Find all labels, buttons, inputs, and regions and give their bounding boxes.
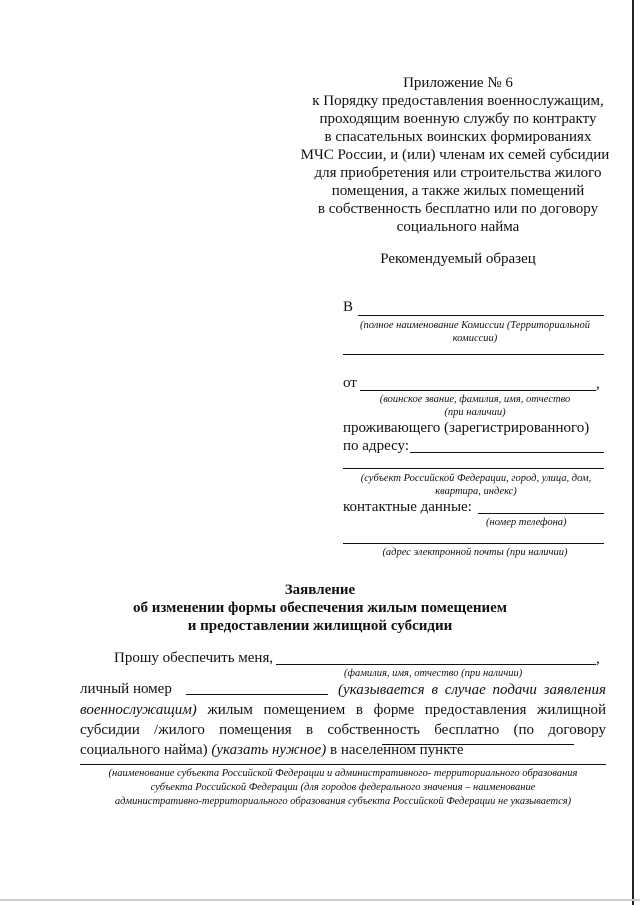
footnote-line: административно-территориального образования субъекта Российской Федерации не указывается) [114, 796, 572, 807]
email-field[interactable] [343, 543, 604, 544]
choose-note: (указать нужное) [211, 742, 327, 758]
header-line: социального найма [396, 219, 520, 235]
commission-name-field[interactable] [358, 315, 604, 316]
subject-name-field[interactable] [80, 764, 606, 765]
applicant-name-field[interactable] [360, 390, 596, 391]
header-line: проходящим военную службу по контракту [319, 111, 597, 127]
residing-label: проживающего (зарегистрированного) [343, 420, 590, 436]
statement-paragraph [80, 680, 606, 760]
personal-number-label: личный номер [80, 681, 172, 697]
page-edge-right [632, 0, 634, 905]
header-line: для приобретения или строительства жилого [314, 165, 602, 181]
phone-hint: (номер телефона) [486, 517, 567, 528]
commission-name-field-2[interactable] [343, 354, 604, 355]
address-hint: (субъект Российской Федерации, город, улица, дом, [360, 473, 592, 484]
settlement-label: в населенном пункте [329, 742, 464, 758]
address-label: по адресу: [343, 438, 410, 454]
from-prefix: от [343, 375, 357, 391]
to-prefix: В [343, 299, 354, 315]
address-field-2[interactable] [343, 468, 604, 469]
title-line: и предоставлении жилищной субсидии [187, 618, 453, 634]
fullname-hint: (фамилия, имя, отчество (при наличии) [344, 668, 523, 679]
statement-text: жилым помещением в форме предоставления жилищной субсидии /жилого помещения в собственность бесплатно (по договору социального найма) [80, 702, 607, 758]
footnote-line: (наименование субъекта Российской Федерации и административного- территориального образования [108, 768, 578, 779]
header-line: в спасательных воинских формированиях [324, 129, 592, 145]
header-line: в собственность бесплатно или по договору [317, 201, 599, 217]
commission-hint: комиссии) [452, 333, 498, 344]
title-line: об изменении формы обеспечения жилым помещением [132, 600, 508, 616]
applicant-hint: (при наличии) [444, 407, 506, 418]
header-line: МЧС России, и (или) членам их семей субсидии [300, 147, 610, 163]
settlement-field[interactable] [382, 744, 574, 745]
comma: , [596, 376, 600, 392]
title-line: Заявление [284, 582, 356, 598]
recommended-sample: Рекомендуемый образец [380, 251, 536, 267]
footnote-line: субъекта Российской Федерации (для городов федерального значения – наименование [150, 782, 536, 793]
applicant-fullname-field[interactable] [276, 664, 596, 665]
phone-field[interactable] [478, 513, 604, 514]
contacts-label: контактные данные: [343, 499, 472, 515]
personal-number-note: (указывается в случае подачи заявления военнослужащим) [80, 682, 606, 718]
applicant-hint: (воинское звание, фамилия, имя, отчество [379, 394, 571, 405]
email-hint: (адрес электронной почты (при наличии) [382, 547, 568, 558]
header-line: к Порядку предоставления военнослужащим, [312, 93, 604, 109]
comma: , [596, 651, 600, 667]
header-line: помещения, а также жилых помещений [331, 183, 585, 199]
address-field[interactable] [410, 452, 604, 453]
header-line: Приложение № 6 [403, 75, 513, 91]
commission-hint: (полное наименование Комиссии (Территориальной [360, 320, 590, 331]
page-edge-bottom [0, 899, 640, 901]
request-prefix: Прошу обеспечить меня, [114, 650, 274, 666]
address-hint: квартира, индекс) [435, 486, 517, 497]
